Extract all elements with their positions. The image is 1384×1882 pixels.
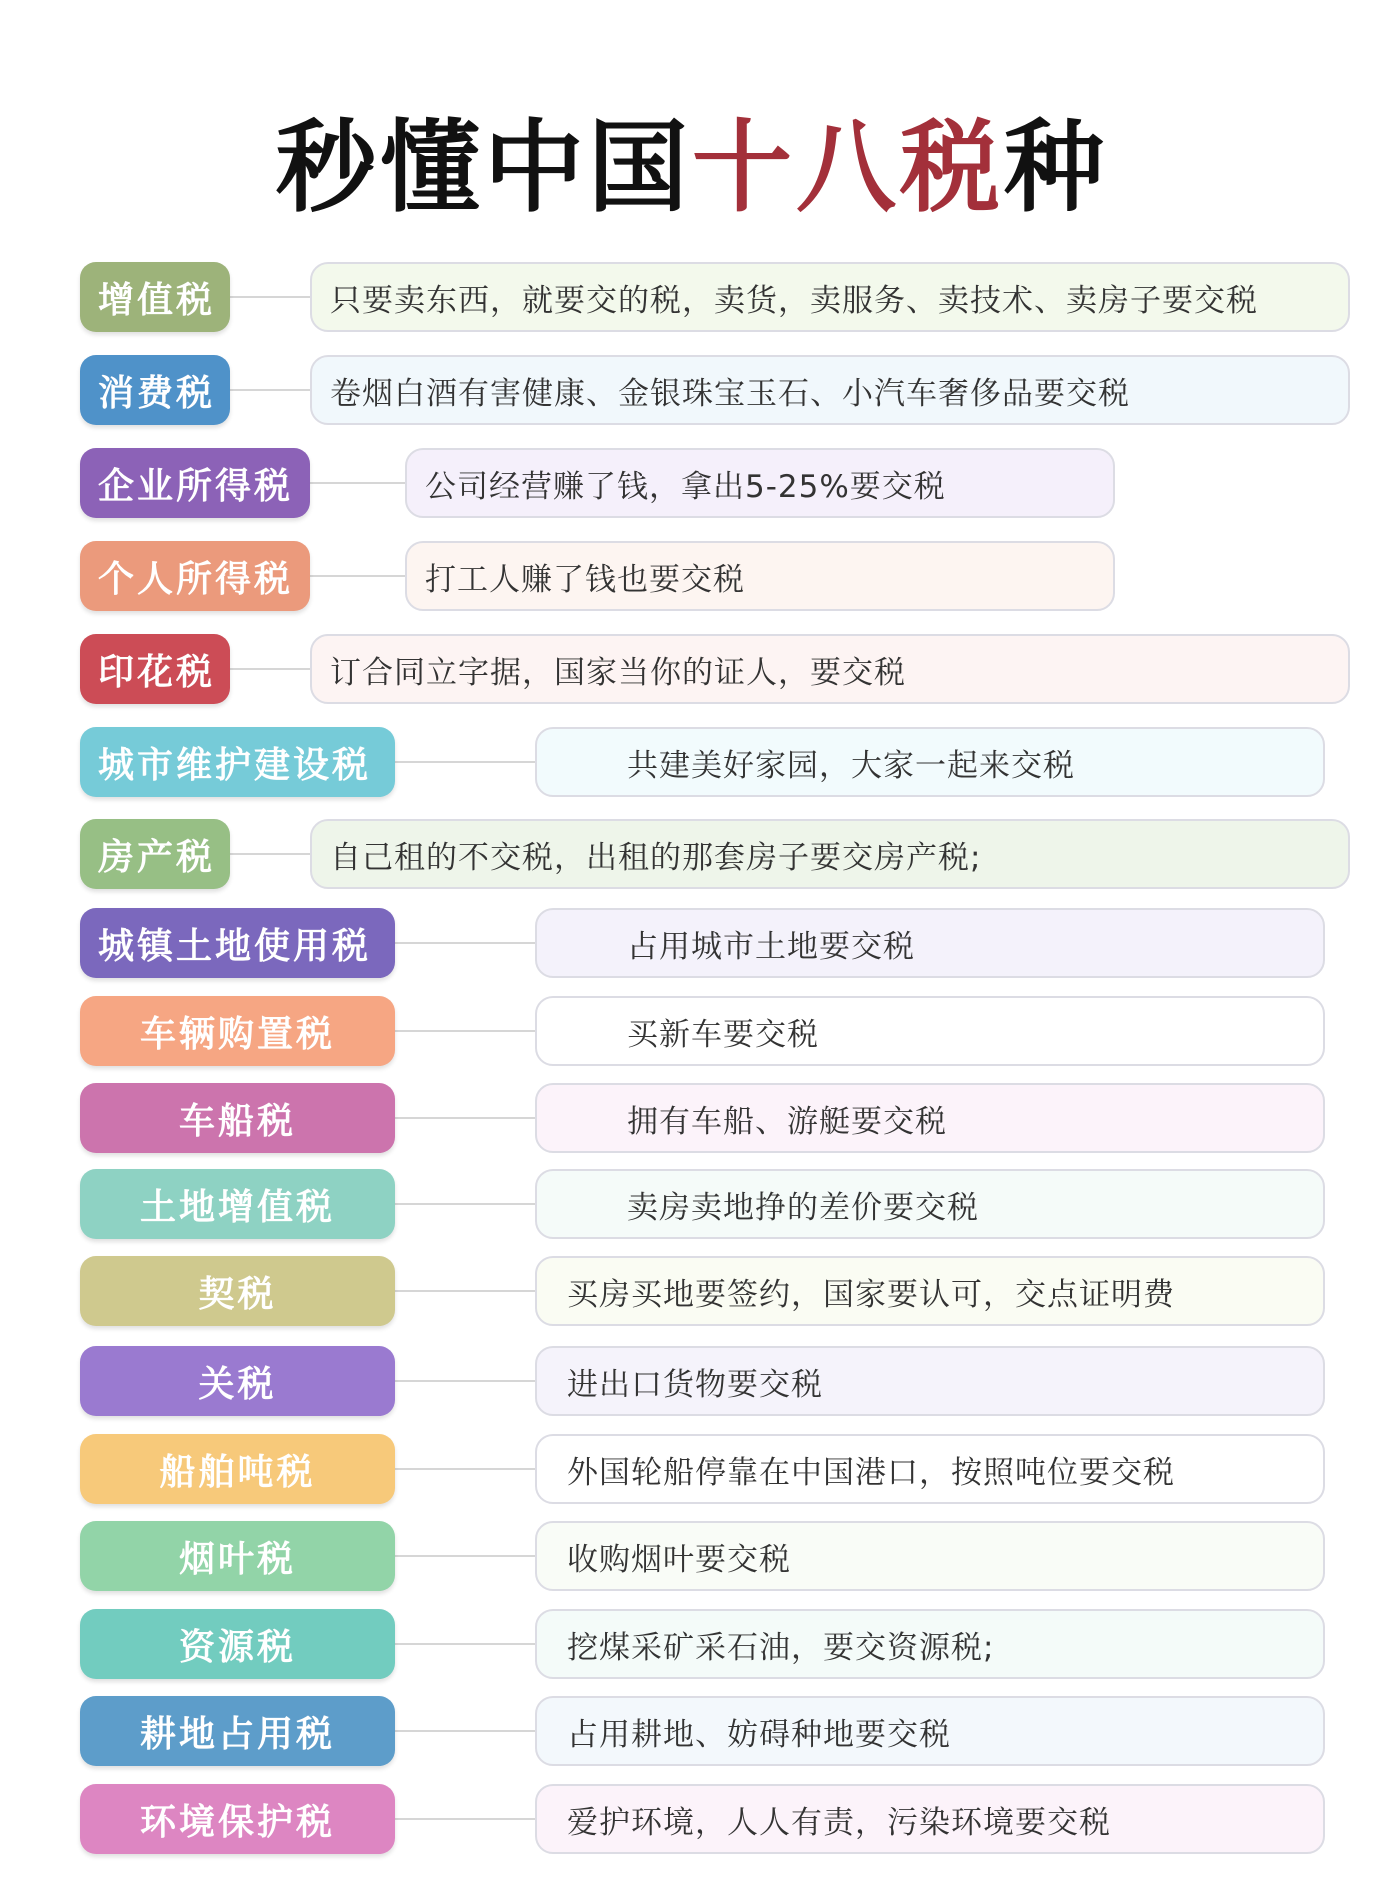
tax-row	[0, 1169, 1384, 1239]
tax-description: 买新车要交税	[535, 996, 1325, 1066]
tax-description: 订合同立字据，国家当你的证人，要交税	[310, 634, 1350, 704]
tax-description: 进出口货物要交税	[535, 1346, 1325, 1416]
tax-row	[0, 1083, 1384, 1153]
tax-name-badge: 车船税	[80, 1083, 395, 1153]
tax-description: 挖煤采矿采石油，要交资源税;	[535, 1609, 1325, 1679]
tax-name-badge: 印花税	[80, 634, 230, 704]
tax-description: 只要卖东西，就要交的税，卖货，卖服务、卖技术、卖房子要交税	[310, 262, 1350, 332]
tax-description: 爱护环境，人人有责，污染环境要交税	[535, 1784, 1325, 1854]
title-part-highlight: 十八税	[692, 109, 1004, 226]
tax-name-badge: 企业所得税	[80, 448, 310, 518]
connector-line	[395, 1555, 535, 1557]
tax-row	[0, 1784, 1384, 1854]
tax-description: 拥有车船、游艇要交税	[535, 1083, 1325, 1153]
tax-name-badge: 增值税	[80, 262, 230, 332]
tax-row	[0, 541, 1384, 611]
connector-line	[395, 1290, 535, 1292]
connector-line	[230, 389, 310, 391]
tax-row	[0, 996, 1384, 1066]
connector-line	[395, 1030, 535, 1032]
tax-description: 共建美好家园，大家一起来交税	[535, 727, 1325, 797]
tax-name-badge: 消费税	[80, 355, 230, 425]
tax-row	[0, 355, 1384, 425]
tax-row	[0, 908, 1384, 978]
tax-row	[0, 1256, 1384, 1326]
tax-row	[0, 1521, 1384, 1591]
connector-line	[395, 1468, 535, 1470]
tax-description: 占用耕地、妨碍种地要交税	[535, 1696, 1325, 1766]
tax-name-badge: 土地增值税	[80, 1169, 395, 1239]
tax-description: 自己租的不交税，出租的那套房子要交房产税;	[310, 819, 1350, 889]
tax-row	[0, 819, 1384, 889]
tax-name-badge: 船舶吨税	[80, 1434, 395, 1504]
tax-name-badge: 烟叶税	[80, 1521, 395, 1591]
tax-name-badge: 耕地占用税	[80, 1696, 395, 1766]
connector-line	[395, 761, 535, 763]
tax-row	[0, 448, 1384, 518]
tax-row	[0, 1609, 1384, 1679]
connector-line	[230, 853, 310, 855]
connector-line	[230, 296, 310, 298]
tax-row	[0, 1346, 1384, 1416]
tax-description: 打工人赚了钱也要交税	[405, 541, 1115, 611]
tax-row	[0, 634, 1384, 704]
tax-row	[0, 1696, 1384, 1766]
tax-description: 卷烟白酒有害健康、金银珠宝玉石、小汽车奢侈品要交税	[310, 355, 1350, 425]
connector-line	[395, 1643, 535, 1645]
title-part-black: 秒懂中国	[276, 109, 692, 226]
connector-line	[395, 942, 535, 944]
tax-description: 占用城市土地要交税	[535, 908, 1325, 978]
tax-description: 收购烟叶要交税	[535, 1521, 1325, 1591]
tax-row	[0, 1434, 1384, 1504]
connector-line	[395, 1203, 535, 1205]
tax-name-badge: 个人所得税	[80, 541, 310, 611]
connector-line	[395, 1380, 535, 1382]
tax-name-badge: 城市维护建设税	[80, 727, 395, 797]
connector-line	[310, 575, 405, 577]
tax-name-badge: 资源税	[80, 1609, 395, 1679]
tax-row	[0, 727, 1384, 797]
tax-name-badge: 环境保护税	[80, 1784, 395, 1854]
tax-name-badge: 房产税	[80, 819, 230, 889]
tax-row	[0, 262, 1384, 332]
connector-line	[230, 668, 310, 670]
page-title	[0, 108, 1384, 228]
tax-description: 卖房卖地挣的差价要交税	[535, 1169, 1325, 1239]
tax-name-badge: 车辆购置税	[80, 996, 395, 1066]
connector-line	[395, 1818, 535, 1820]
tax-description: 外国轮船停靠在中国港口，按照吨位要交税	[535, 1434, 1325, 1504]
connector-line	[395, 1730, 535, 1732]
connector-line	[310, 482, 405, 484]
tax-name-badge: 城镇土地使用税	[80, 908, 395, 978]
title-part-end: 种	[1004, 109, 1108, 226]
tax-description: 公司经营赚了钱，拿出5-25%要交税	[405, 448, 1115, 518]
tax-description: 买房买地要签约，国家要认可，交点证明费	[535, 1256, 1325, 1326]
tax-name-badge: 关税	[80, 1346, 395, 1416]
connector-line	[395, 1117, 535, 1119]
tax-name-badge: 契税	[80, 1256, 395, 1326]
